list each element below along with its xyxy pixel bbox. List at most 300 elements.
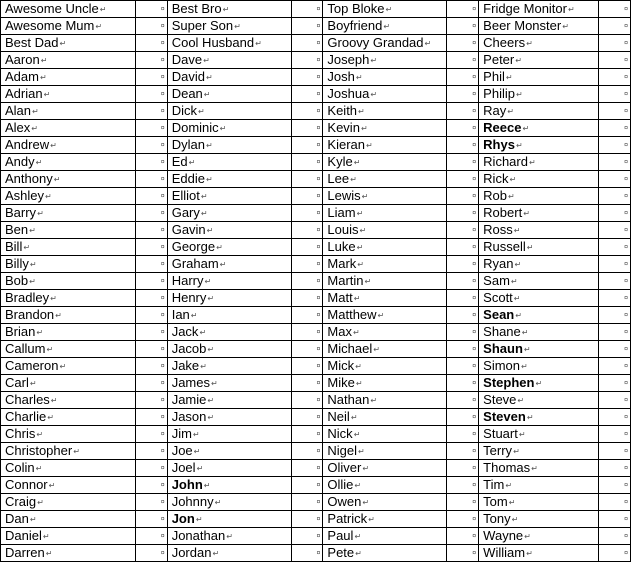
blank-cell[interactable] <box>447 426 479 443</box>
name-cell[interactable] <box>1 103 136 120</box>
blank-cell[interactable] <box>447 290 479 307</box>
name-cell[interactable] <box>323 409 447 426</box>
name-cell[interactable] <box>323 477 447 494</box>
blank-cell[interactable] <box>447 1 479 18</box>
name-text: Shaun <box>483 341 523 356</box>
blank-cell[interactable] <box>291 528 323 545</box>
name-cell[interactable] <box>479 290 599 307</box>
name-cell[interactable] <box>323 307 447 324</box>
blank-cell[interactable] <box>599 341 631 358</box>
blank-cell[interactable] <box>447 35 479 52</box>
name-cell[interactable] <box>323 494 447 511</box>
name-cell[interactable] <box>479 511 599 528</box>
name-cell[interactable] <box>167 239 291 256</box>
name-cell[interactable] <box>479 239 599 256</box>
name-cell[interactable] <box>1 511 136 528</box>
name-cell[interactable] <box>323 18 447 35</box>
name-cell[interactable] <box>167 273 291 290</box>
name-cell[interactable] <box>1 86 136 103</box>
name-cell[interactable] <box>1 256 136 273</box>
name-cell[interactable] <box>1 273 136 290</box>
blank-cell[interactable] <box>135 137 167 154</box>
blank-cell[interactable] <box>599 239 631 256</box>
blank-cell[interactable] <box>135 120 167 137</box>
cell-mark-icon: ¤ <box>624 414 628 421</box>
name-cell[interactable] <box>479 426 599 443</box>
name-text: Stuart <box>483 426 518 441</box>
name-cell[interactable] <box>167 256 291 273</box>
paragraph-mark-icon: ↵ <box>515 90 523 99</box>
name-cell[interactable] <box>479 52 599 69</box>
paragraph-mark-icon: ↵ <box>364 277 372 286</box>
blank-cell[interactable] <box>135 375 167 392</box>
blank-cell[interactable] <box>599 35 631 52</box>
name-cell[interactable] <box>479 171 599 188</box>
name-cell[interactable] <box>1 171 136 188</box>
name-text: Cheers <box>483 35 526 50</box>
name-cell[interactable] <box>479 35 599 52</box>
name-text: Charlie <box>5 409 47 424</box>
name-cell[interactable] <box>479 477 599 494</box>
blank-cell[interactable] <box>447 273 479 290</box>
blank-cell[interactable] <box>599 137 631 154</box>
name-text: Charles <box>5 392 50 407</box>
blank-cell[interactable] <box>447 154 479 171</box>
blank-cell[interactable] <box>447 69 479 86</box>
blank-cell[interactable] <box>291 511 323 528</box>
blank-cell[interactable] <box>291 307 323 324</box>
name-cell[interactable] <box>1 52 136 69</box>
blank-cell[interactable] <box>599 324 631 341</box>
blank-cell[interactable] <box>447 324 479 341</box>
blank-cell[interactable] <box>135 341 167 358</box>
blank-cell[interactable] <box>447 188 479 205</box>
blank-cell[interactable] <box>291 69 323 86</box>
blank-cell[interactable] <box>599 528 631 545</box>
blank-cell[interactable] <box>599 460 631 477</box>
name-cell[interactable] <box>323 154 447 171</box>
name-cell[interactable] <box>323 35 447 52</box>
name-cell[interactable] <box>167 341 291 358</box>
blank-cell[interactable] <box>135 239 167 256</box>
blank-cell[interactable] <box>447 477 479 494</box>
blank-cell[interactable] <box>447 341 479 358</box>
blank-cell[interactable] <box>447 171 479 188</box>
blank-cell[interactable] <box>291 443 323 460</box>
blank-cell[interactable] <box>291 545 323 562</box>
name-cell[interactable] <box>1 35 136 52</box>
name-cell[interactable] <box>479 528 599 545</box>
name-cell[interactable] <box>167 375 291 392</box>
name-text: John <box>171 477 203 492</box>
blank-cell[interactable] <box>599 18 631 35</box>
name-cell[interactable] <box>323 137 447 154</box>
name-cell[interactable] <box>1 494 136 511</box>
blank-cell[interactable] <box>599 443 631 460</box>
blank-cell[interactable] <box>135 545 167 562</box>
blank-cell[interactable] <box>135 358 167 375</box>
name-cell[interactable] <box>167 358 291 375</box>
blank-cell[interactable] <box>291 154 323 171</box>
blank-cell[interactable] <box>135 392 167 409</box>
blank-cell[interactable] <box>135 511 167 528</box>
name-cell[interactable] <box>167 290 291 307</box>
name-cell[interactable] <box>479 137 599 154</box>
blank-cell[interactable] <box>291 375 323 392</box>
blank-cell[interactable] <box>447 528 479 545</box>
blank-cell[interactable] <box>599 290 631 307</box>
name-cell[interactable] <box>479 154 599 171</box>
name-cell[interactable] <box>323 188 447 205</box>
name-cell[interactable] <box>1 1 136 18</box>
blank-cell[interactable] <box>447 120 479 137</box>
name-cell[interactable] <box>323 324 447 341</box>
blank-cell[interactable] <box>135 460 167 477</box>
blank-cell[interactable] <box>291 256 323 273</box>
blank-cell[interactable] <box>447 137 479 154</box>
paragraph-mark-icon: ↵ <box>353 158 361 167</box>
name-text: Scott <box>483 290 513 305</box>
blank-cell[interactable] <box>135 35 167 52</box>
blank-cell[interactable] <box>599 154 631 171</box>
name-cell[interactable] <box>167 426 291 443</box>
name-cell[interactable] <box>323 426 447 443</box>
name-text: Jason <box>171 409 207 424</box>
name-cell[interactable] <box>1 307 136 324</box>
name-cell[interactable] <box>1 290 136 307</box>
paragraph-mark-icon: ↵ <box>29 379 37 388</box>
blank-cell[interactable] <box>291 358 323 375</box>
name-cell[interactable] <box>167 35 291 52</box>
name-cell[interactable] <box>167 324 291 341</box>
blank-cell[interactable] <box>447 443 479 460</box>
name-cell[interactable] <box>479 1 599 18</box>
name-cell[interactable] <box>479 188 599 205</box>
blank-cell[interactable] <box>447 239 479 256</box>
name-cell[interactable] <box>323 69 447 86</box>
name-cell[interactable] <box>323 375 447 392</box>
blank-cell[interactable] <box>599 1 631 18</box>
name-cell[interactable] <box>479 545 599 562</box>
paragraph-mark-icon: ↵ <box>45 549 53 558</box>
blank-cell[interactable] <box>599 52 631 69</box>
blank-cell[interactable] <box>447 375 479 392</box>
name-text: Reece <box>483 120 522 135</box>
blank-cell[interactable] <box>291 324 323 341</box>
blank-cell[interactable] <box>135 273 167 290</box>
name-cell[interactable] <box>167 222 291 239</box>
blank-cell[interactable] <box>135 494 167 511</box>
blank-cell[interactable] <box>135 86 167 103</box>
name-cell[interactable] <box>479 205 599 222</box>
blank-cell[interactable] <box>135 528 167 545</box>
blank-cell[interactable] <box>599 188 631 205</box>
cell-mark-icon: ¤ <box>472 516 477 523</box>
name-cell[interactable] <box>167 528 291 545</box>
name-cell[interactable] <box>1 460 136 477</box>
blank-cell[interactable] <box>135 188 167 205</box>
cell-mark-icon: ¤ <box>160 312 165 319</box>
name-cell[interactable] <box>323 392 447 409</box>
blank-cell[interactable] <box>291 392 323 409</box>
name-cell[interactable] <box>479 443 599 460</box>
blank-cell[interactable] <box>599 69 631 86</box>
blank-cell[interactable] <box>135 222 167 239</box>
name-cell[interactable] <box>323 358 447 375</box>
blank-cell[interactable] <box>291 409 323 426</box>
name-cell[interactable] <box>167 460 291 477</box>
name-cell[interactable] <box>323 273 447 290</box>
name-cell[interactable] <box>323 443 447 460</box>
name-cell[interactable] <box>167 18 291 35</box>
name-cell[interactable] <box>479 341 599 358</box>
blank-cell[interactable] <box>599 273 631 290</box>
blank-cell[interactable] <box>599 409 631 426</box>
name-cell[interactable] <box>167 443 291 460</box>
name-cell[interactable] <box>1 18 136 35</box>
blank-cell[interactable] <box>447 358 479 375</box>
name-cell[interactable] <box>167 511 291 528</box>
blank-cell[interactable] <box>135 443 167 460</box>
name-cell[interactable] <box>167 154 291 171</box>
name-cell[interactable] <box>479 86 599 103</box>
name-cell[interactable] <box>323 239 447 256</box>
blank-cell[interactable] <box>447 18 479 35</box>
blank-cell[interactable] <box>291 52 323 69</box>
name-cell[interactable] <box>479 256 599 273</box>
paragraph-mark-icon: ↵ <box>50 396 58 405</box>
blank-cell[interactable] <box>447 409 479 426</box>
name-cell[interactable] <box>167 69 291 86</box>
blank-cell[interactable] <box>291 426 323 443</box>
blank-cell[interactable] <box>135 205 167 222</box>
blank-cell[interactable] <box>135 1 167 18</box>
name-text: Alex <box>5 120 31 135</box>
blank-cell[interactable] <box>599 494 631 511</box>
cell-mark-icon: ¤ <box>316 414 321 421</box>
name-cell[interactable] <box>167 307 291 324</box>
name-cell[interactable] <box>479 307 599 324</box>
name-cell[interactable] <box>1 409 136 426</box>
name-text: Gary <box>171 205 200 220</box>
name-cell[interactable] <box>323 341 447 358</box>
blank-cell[interactable] <box>135 52 167 69</box>
paragraph-mark-icon: ↵ <box>517 396 525 405</box>
blank-cell[interactable] <box>291 86 323 103</box>
blank-cell[interactable] <box>447 511 479 528</box>
blank-cell[interactable] <box>599 358 631 375</box>
name-text: Elliot <box>171 188 200 203</box>
name-cell[interactable] <box>167 188 291 205</box>
name-cell[interactable] <box>1 477 136 494</box>
blank-cell[interactable] <box>291 103 323 120</box>
name-cell[interactable] <box>479 375 599 392</box>
blank-cell[interactable] <box>599 545 631 562</box>
blank-cell[interactable] <box>291 477 323 494</box>
cell-mark-icon: ¤ <box>160 244 165 251</box>
name-cell[interactable] <box>479 494 599 511</box>
name-cell[interactable] <box>479 222 599 239</box>
blank-cell[interactable] <box>291 494 323 511</box>
blank-cell[interactable] <box>291 171 323 188</box>
blank-cell[interactable] <box>599 477 631 494</box>
name-cell[interactable] <box>1 375 136 392</box>
name-cell[interactable] <box>167 392 291 409</box>
name-cell[interactable] <box>1 392 136 409</box>
name-cell[interactable] <box>1 358 136 375</box>
name-cell[interactable] <box>167 120 291 137</box>
cell-mark-icon: ¤ <box>160 125 165 132</box>
name-cell[interactable] <box>323 171 447 188</box>
name-cell[interactable] <box>1 222 136 239</box>
name-cell[interactable] <box>1 239 136 256</box>
name-cell[interactable] <box>479 18 599 35</box>
name-cell[interactable] <box>1 528 136 545</box>
name-cell[interactable] <box>323 103 447 120</box>
cell-mark-icon: ¤ <box>316 210 321 217</box>
name-cell[interactable] <box>479 120 599 137</box>
name-cell[interactable] <box>479 69 599 86</box>
name-text: Tom <box>483 494 508 509</box>
blank-cell[interactable] <box>135 69 167 86</box>
blank-cell[interactable] <box>135 409 167 426</box>
name-cell[interactable] <box>1 154 136 171</box>
blank-cell[interactable] <box>291 137 323 154</box>
blank-cell[interactable] <box>599 426 631 443</box>
cell-mark-icon: ¤ <box>624 23 628 30</box>
name-cell[interactable] <box>479 103 599 120</box>
name-cell[interactable] <box>323 1 447 18</box>
blank-cell[interactable] <box>291 290 323 307</box>
blank-cell[interactable] <box>599 307 631 324</box>
name-cell[interactable] <box>1 341 136 358</box>
blank-cell[interactable] <box>447 545 479 562</box>
name-cell[interactable] <box>167 1 291 18</box>
name-text: Dan <box>5 511 29 526</box>
blank-cell[interactable] <box>447 460 479 477</box>
blank-cell[interactable] <box>291 341 323 358</box>
name-cell[interactable] <box>323 222 447 239</box>
name-cell[interactable] <box>479 324 599 341</box>
blank-cell[interactable] <box>447 307 479 324</box>
name-cell[interactable] <box>1 426 136 443</box>
blank-cell[interactable] <box>291 35 323 52</box>
name-cell[interactable] <box>167 171 291 188</box>
blank-cell[interactable] <box>291 460 323 477</box>
blank-cell[interactable] <box>291 1 323 18</box>
name-cell[interactable] <box>323 256 447 273</box>
blank-cell[interactable] <box>135 256 167 273</box>
name-text: Andrew <box>5 137 50 152</box>
blank-cell[interactable] <box>599 222 631 239</box>
blank-cell[interactable] <box>447 103 479 120</box>
blank-cell[interactable] <box>599 120 631 137</box>
name-cell[interactable] <box>323 205 447 222</box>
name-cell[interactable] <box>167 52 291 69</box>
name-cell[interactable] <box>1 69 136 86</box>
name-cell[interactable] <box>167 545 291 562</box>
blank-cell[interactable] <box>599 205 631 222</box>
blank-cell[interactable] <box>135 426 167 443</box>
blank-cell[interactable] <box>447 494 479 511</box>
blank-cell[interactable] <box>135 103 167 120</box>
name-cell[interactable] <box>167 477 291 494</box>
name-cell[interactable] <box>323 86 447 103</box>
blank-cell[interactable] <box>135 307 167 324</box>
blank-cell[interactable] <box>291 273 323 290</box>
name-cell[interactable] <box>323 290 447 307</box>
name-cell[interactable] <box>167 409 291 426</box>
name-cell[interactable] <box>1 324 136 341</box>
name-cell[interactable] <box>323 460 447 477</box>
name-cell[interactable] <box>323 545 447 562</box>
name-cell[interactable] <box>479 460 599 477</box>
name-cell[interactable] <box>479 392 599 409</box>
cell-mark-icon: ¤ <box>316 193 321 200</box>
name-cell[interactable] <box>323 528 447 545</box>
name-cell[interactable] <box>1 137 136 154</box>
name-cell[interactable] <box>1 443 136 460</box>
table-row <box>1 86 631 103</box>
blank-cell[interactable] <box>291 222 323 239</box>
name-cell[interactable] <box>167 205 291 222</box>
name-cell[interactable] <box>1 188 136 205</box>
blank-cell[interactable] <box>135 324 167 341</box>
blank-cell[interactable] <box>447 52 479 69</box>
blank-cell[interactable] <box>599 511 631 528</box>
blank-cell[interactable] <box>291 18 323 35</box>
name-cell[interactable] <box>323 52 447 69</box>
blank-cell[interactable] <box>599 375 631 392</box>
blank-cell[interactable] <box>135 18 167 35</box>
name-cell[interactable] <box>323 511 447 528</box>
blank-cell[interactable] <box>447 205 479 222</box>
name-cell[interactable] <box>167 494 291 511</box>
blank-cell[interactable] <box>447 392 479 409</box>
name-cell[interactable] <box>479 409 599 426</box>
blank-cell[interactable] <box>135 290 167 307</box>
blank-cell[interactable] <box>599 256 631 273</box>
name-text: Daniel <box>5 528 42 543</box>
name-cell[interactable] <box>1 545 136 562</box>
blank-cell[interactable] <box>447 256 479 273</box>
blank-cell[interactable] <box>135 171 167 188</box>
blank-cell[interactable] <box>135 154 167 171</box>
name-cell[interactable] <box>1 120 136 137</box>
name-cell[interactable] <box>323 120 447 137</box>
name-cell[interactable] <box>167 86 291 103</box>
blank-cell[interactable] <box>447 86 479 103</box>
name-cell[interactable] <box>167 137 291 154</box>
blank-cell[interactable] <box>135 477 167 494</box>
name-cell[interactable] <box>1 205 136 222</box>
paragraph-mark-icon: ↵ <box>535 379 543 388</box>
blank-cell[interactable] <box>291 239 323 256</box>
paragraph-mark-icon: ↵ <box>362 498 370 507</box>
name-cell[interactable] <box>167 103 291 120</box>
blank-cell[interactable] <box>291 205 323 222</box>
blank-cell[interactable] <box>291 188 323 205</box>
blank-cell[interactable] <box>447 222 479 239</box>
blank-cell[interactable] <box>599 392 631 409</box>
blank-cell[interactable] <box>291 120 323 137</box>
blank-cell[interactable] <box>599 103 631 120</box>
blank-cell[interactable] <box>599 86 631 103</box>
name-cell[interactable] <box>479 273 599 290</box>
name-cell[interactable] <box>479 358 599 375</box>
table-row <box>1 273 631 290</box>
blank-cell[interactable] <box>599 171 631 188</box>
